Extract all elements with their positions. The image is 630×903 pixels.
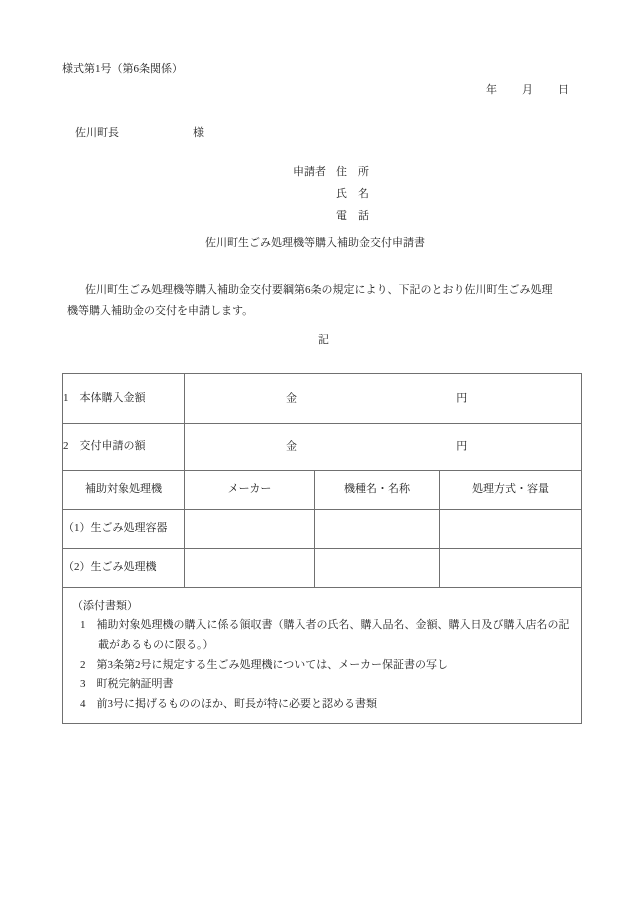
record-mark: 記 [318, 334, 329, 346]
addressee-honorific: 様 [193, 127, 204, 139]
applicant-block [293, 161, 369, 227]
device-row-machine [63, 549, 582, 588]
device-label-cell: （2）生ごみ処理機 [63, 549, 185, 588]
amount-label-cell: 1 本体購入金額 [63, 374, 185, 424]
applicant-field-phone: 電 話 [336, 210, 369, 222]
attachments-cell [63, 588, 582, 724]
application-table [62, 373, 582, 724]
currency-prefix: 金 [285, 440, 297, 453]
applicant-field-name: 氏 名 [336, 188, 369, 200]
amount-label-cell: 2 交付申請の額 [63, 424, 185, 471]
amount-row-purchase [63, 374, 582, 424]
header-cell-target-machine: 補助対象処理機 [63, 471, 185, 510]
currency-suffix: 円 [456, 440, 468, 453]
addressee-name: 佐川町長 [75, 127, 119, 139]
header-cell-model: 機種名・名称 [315, 471, 440, 510]
attachment-line-3: 3 町税完納証明書 [80, 678, 174, 691]
amount-value-cell [185, 424, 582, 471]
device-row-container [63, 510, 582, 549]
attachment-line-1: 1 補助対象処理機の購入に係る領収書（購入者の氏名、購入品名、金額、購入日及び購入店名の記 [80, 619, 570, 632]
model-cell [315, 549, 440, 588]
maker-cell [185, 510, 315, 549]
maker-cell [185, 549, 315, 588]
method-cell [440, 510, 582, 549]
form-number: 様式第1号（第6条関係） [62, 63, 183, 75]
amount-row-application [63, 424, 582, 471]
device-label-cell: （1）生ごみ処理容器 [63, 510, 185, 549]
date-line: 年 月 日 [486, 84, 570, 96]
table-header-row [63, 471, 582, 510]
attachment-line-2: 2 第3条第2号に規定する生ごみ処理機については、メーカー保証書の写し [80, 658, 449, 671]
attachment-line-4: 4 前3号に掲げるもののほか、町長が特に必要と認める書類 [80, 697, 377, 710]
attachments-row [63, 588, 582, 724]
body-paragraph [67, 280, 577, 321]
amount-value-cell [185, 374, 582, 424]
currency-prefix: 金 [285, 391, 297, 404]
currency-suffix: 円 [456, 391, 468, 404]
applicant-field-address: 住 所 [336, 166, 369, 178]
model-cell [315, 510, 440, 549]
header-cell-maker: メーカー [185, 471, 315, 510]
applicant-label: 申請者 [293, 166, 326, 178]
method-cell [440, 549, 582, 588]
document-title: 佐川町生ごみ処理機等購入補助金交付申請書 [205, 237, 425, 249]
header-cell-method-capacity: 処理方式・容量 [440, 471, 582, 510]
body-line: 佐川町生ごみ処理機等購入補助金交付要綱第6条の規定により、下記のとおり佐川町生ごみ処理 [85, 284, 553, 296]
attachments-heading: （添付書類） [72, 599, 138, 612]
addressee-line [75, 127, 204, 140]
attachment-line-1-continued: 載があるものに限る。） [98, 638, 214, 651]
body-line: 機等購入補助金の交付を申請します。 [67, 304, 254, 317]
